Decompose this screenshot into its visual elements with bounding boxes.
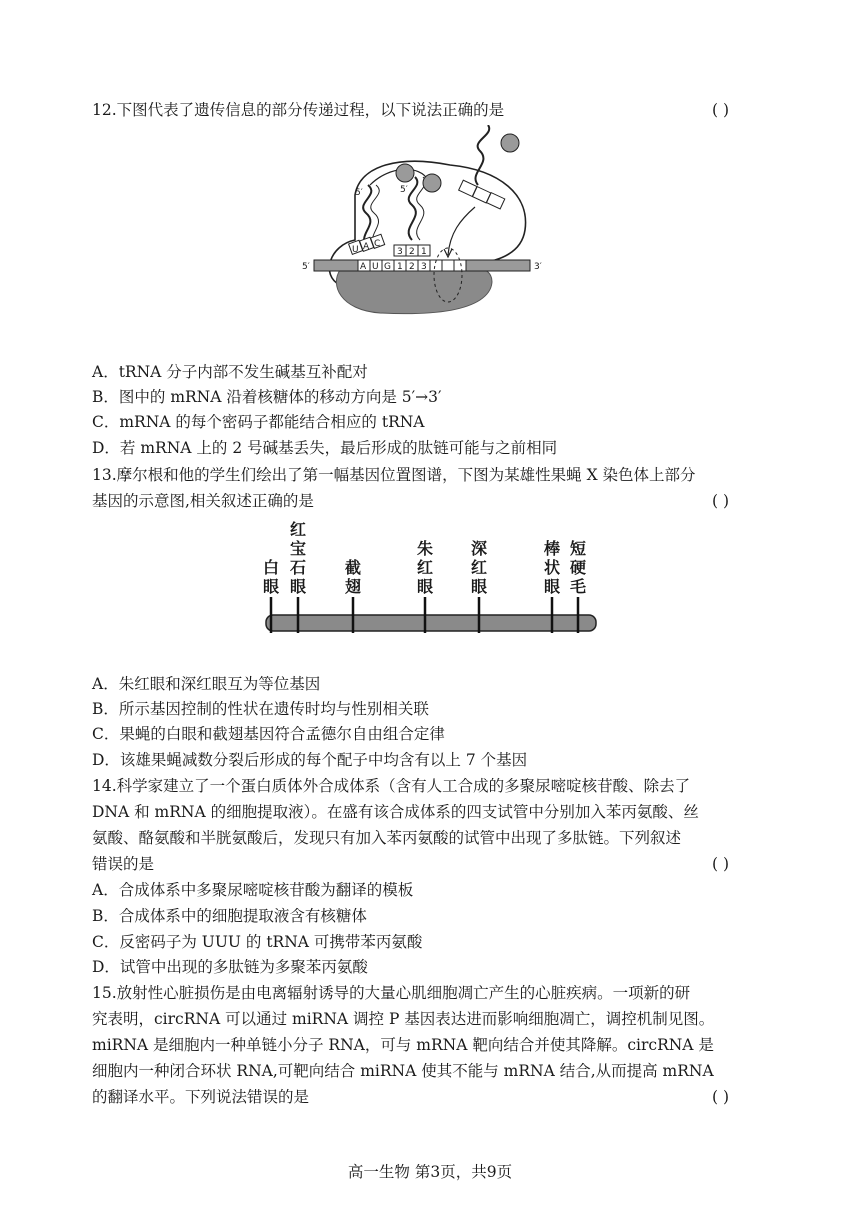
q14-stem-line4: 错误的是 bbox=[92, 855, 155, 873]
codon-base: 1 bbox=[397, 262, 403, 272]
gene-label-char: 硬 bbox=[569, 558, 587, 577]
codon-base: 2 bbox=[409, 262, 415, 272]
gene-label-char: 状 bbox=[543, 558, 561, 577]
anticodon-base: 2 bbox=[409, 247, 415, 257]
trna1-5prime: 5′ bbox=[355, 188, 363, 198]
entry-arrow bbox=[448, 207, 475, 255]
q13-option-d: D．该雄果蝇减数分裂后形成的每个配子中均含有以上 7 个基因 bbox=[92, 751, 528, 769]
mrna-5prime-label: 5′ bbox=[302, 262, 310, 272]
gene-label-char: 白 bbox=[262, 558, 280, 577]
mrna-3prime-label: 3′ bbox=[534, 262, 542, 272]
codon-base: 3 bbox=[421, 262, 427, 272]
q13-option-b: B．所示基因控制的性状在遗传时均与性别相关联 bbox=[92, 700, 429, 718]
gene-label-char: 眼 bbox=[416, 577, 434, 596]
gene-label-char: 眼 bbox=[289, 577, 307, 596]
anticodon-base: 3 bbox=[397, 247, 403, 257]
q13-option-a: A．朱红眼和深红眼互为等位基因 bbox=[92, 675, 321, 693]
q13-option-c: C．果蝇的白眼和截翅基因符合孟德尔自由组合定律 bbox=[92, 725, 445, 743]
chromosome-gene-map bbox=[260, 515, 605, 645]
q15-stem-line4: 细胞内一种闭合环状 RNA,可靶向结合 miRNA 使其不能与 mRNA 结合,从而提高 mRNA bbox=[92, 1062, 714, 1080]
ribosome-small-subunit bbox=[336, 270, 492, 314]
q12-option-b: B．图中的 mRNA 沿着核糖体的移动方向是 5′→3′ bbox=[92, 388, 442, 406]
gene-label-char: 翅 bbox=[344, 577, 362, 596]
q12-option-a: A．tRNA 分子内部不发生碱基互补配对 bbox=[92, 363, 368, 381]
gene-label-char: 红 bbox=[289, 520, 307, 539]
q15-stem-line2: 究表明，circRNA 可以通过 miRNA 调控 P 基因表达进而影响细胞凋亡，调控机制见图。 bbox=[92, 1010, 715, 1028]
x-chromosome-bar bbox=[266, 615, 596, 631]
gene-label-char: 眼 bbox=[470, 577, 488, 596]
q14-stem-line2: DNA 和 mRNA 的细胞提取液）。在盛有该合成体系的四支试管中分别加入苯丙氨酸、丝 bbox=[92, 803, 699, 821]
q14-stem-line1: 14.科学家建立了一个蛋白质体外合成体系（含有人工合成的多聚尿嘧啶核苷酸、除去了 bbox=[92, 777, 691, 795]
q13-answer-paren: ( ) bbox=[712, 492, 730, 510]
gene-label-char: 红 bbox=[416, 558, 434, 577]
trna-2 bbox=[394, 164, 441, 257]
gene-label-char: 朱 bbox=[416, 539, 434, 558]
q12-option-c: C．mRNA 的每个密码子都能结合相应的 tRNA bbox=[92, 413, 425, 431]
q13-stem-line1: 13.摩尔根和他的学生们绘出了第一幅基因位置图谱，下图为某雄性果蝇 X 染色体上部分 bbox=[92, 466, 696, 484]
gene-label-char: 红 bbox=[470, 558, 488, 577]
translation-diagram bbox=[300, 125, 550, 320]
q14-option-b: B．合成体系中的细胞提取液含有核糖体 bbox=[92, 907, 367, 925]
q15-answer-paren: ( ) bbox=[712, 1088, 730, 1106]
codon-base: G bbox=[384, 262, 391, 272]
codon-base: A bbox=[360, 262, 367, 272]
gene-label-char: 棒 bbox=[543, 539, 561, 558]
trna-1 bbox=[349, 185, 385, 255]
q12-stem: 12.下图代表了遗传信息的部分传递过程，以下说法正确的是 bbox=[92, 101, 505, 119]
gene-label-char: 短 bbox=[569, 539, 587, 558]
trna2-5prime: 5′ bbox=[400, 185, 408, 195]
q14-answer-paren: ( ) bbox=[712, 855, 730, 873]
codon-base: U bbox=[372, 262, 379, 272]
gene-label-char: 宝 bbox=[289, 539, 307, 558]
q15-stem-line5: 的翻译水平。下列说法错误的是 bbox=[92, 1088, 310, 1106]
q14-option-d: D．试管中出现的多肽链为多聚苯丙氨酸 bbox=[92, 958, 368, 976]
gene-label-char: 截 bbox=[344, 558, 362, 577]
anticodon-base: U bbox=[352, 245, 359, 255]
anticodon-base: 1 bbox=[421, 247, 427, 257]
q13-stem-line2: 基因的示意图,相关叙述正确的是 bbox=[92, 492, 314, 510]
q14-stem-line3: 氨酸、酪氨酸和半胱氨酸后，发现只有加入苯丙氨酸的试管中出现了多肽链。下列叙述 bbox=[92, 829, 682, 847]
anticodon-base: C bbox=[374, 239, 381, 249]
q15-stem-line3: miRNA 是细胞内一种单链小分子 RNA，可与 mRNA 靶向结合并使其降解。circRNA 是 bbox=[92, 1036, 714, 1054]
gene-label-char: 毛 bbox=[569, 577, 587, 596]
q14-option-a: A．合成体系中多聚尿嘧啶核苷酸为翻译的模板 bbox=[92, 881, 414, 899]
gene-label-char: 石 bbox=[289, 558, 307, 577]
gene-label-char: 眼 bbox=[543, 577, 561, 596]
q12-answer-paren: ( ) bbox=[712, 101, 730, 119]
page-footer: 高一生物 第3页，共9页 bbox=[347, 1163, 513, 1181]
gene-label-char: 眼 bbox=[262, 577, 280, 596]
anticodon-base: A bbox=[363, 242, 370, 252]
q14-option-c: C．反密码子为 UUU 的 tRNA 可携带苯丙氨酸 bbox=[92, 933, 423, 951]
q15-stem-line1: 15.放射性心脏损伤是由电离辐射诱导的大量心肌细胞凋亡产生的心脏疾病。一项新的研 bbox=[92, 984, 691, 1002]
q12-option-d: D．若 mRNA 上的 2 号碱基丢失，最后形成的肽链可能与之前相同 bbox=[92, 439, 558, 457]
mrna-codons bbox=[358, 260, 466, 272]
gene-label-char: 深 bbox=[470, 539, 488, 558]
